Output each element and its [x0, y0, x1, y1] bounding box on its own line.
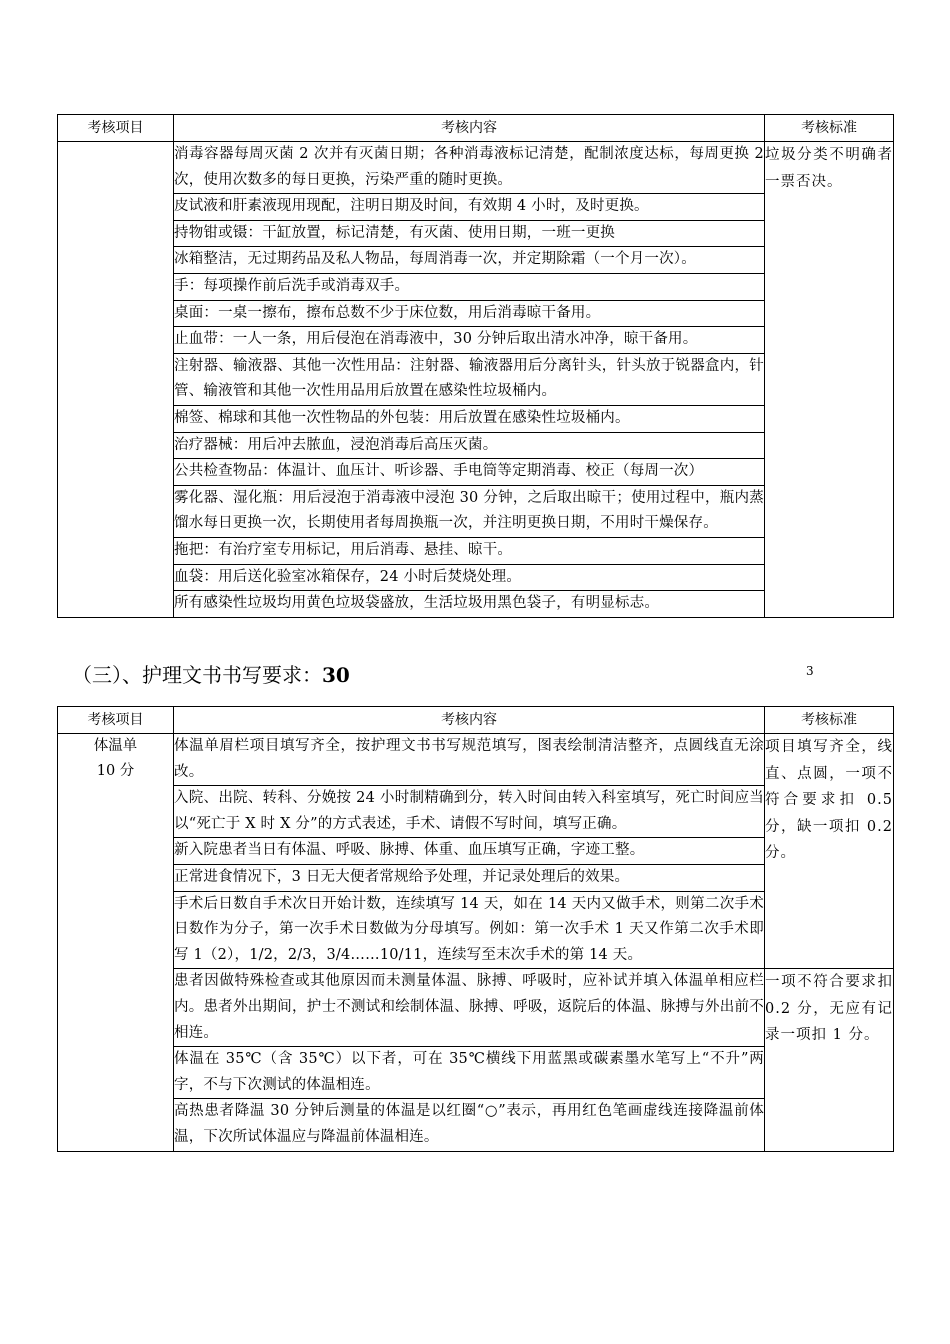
page-number: 3	[806, 664, 814, 678]
content-cell: 入院、出院、转科、分娩按 24 小时制精确到分，转入时间由转入科室填写，死亡时间应当以“死亡于 X 时 X 分”的方式表述，手术、请假不写时间，填写正确。	[174, 786, 765, 838]
table-row	[58, 734, 894, 786]
section-heading	[72, 660, 350, 690]
table-header-row	[58, 115, 894, 142]
content-cell: 雾化器、湿化瓶：用后浸泡于消毒液中浸泡 30 分钟，之后取出晾干；使用过程中，瓶内蒸馏水每日更换一次，长期使用者每周换瓶一次，并注明更换日期，不用时干燥保存。	[174, 485, 765, 537]
standard-cell: 项目填写齐全，线直、点圆，一项不符合要求扣 0.5 分，缺一项扣 0.2 分。	[765, 734, 894, 969]
section-score: 30	[322, 663, 350, 687]
content-cell: 注射器、输液器、其他一次性用品：注射器、输液器用后分离针头，针头放于锐器盒内，针管、输液管和其他一次性用品用后放置在感染性垃圾桶内。	[174, 353, 765, 405]
header-content: 考核内容	[174, 707, 765, 734]
content-cell: 治疗器械：用后冲去脓血，浸泡消毒后高压灭菌。	[174, 432, 765, 459]
header-content: 考核内容	[174, 115, 765, 142]
table-row	[58, 969, 894, 1047]
header-standard: 考核标准	[765, 115, 894, 142]
content-cell: 新入院患者当日有体温、呼吸、脉搏、体重、血压填写正确，字迹工整。	[174, 838, 765, 865]
standard-cell: 垃圾分类不明确者一票否决。	[765, 142, 894, 618]
content-cell: 皮试液和肝素液现用现配，注明日期及时间，有效期 4 小时，及时更换。	[174, 194, 765, 221]
content-cell: 所有感染性垃圾均用黄色垃圾袋盛放，生活垃圾用黑色袋子，有明显标志。	[174, 591, 765, 618]
content-cell: 棉签、棉球和其他一次性物品的外包装：用后放置在感染性垃圾桶内。	[174, 405, 765, 432]
content-cell: 桌面：一桌一擦布，擦布总数不少于床位数，用后消毒晾干备用。	[174, 300, 765, 327]
disinfection-table	[57, 114, 894, 618]
content-cell: 正常进食情况下，3 日无大便者常规给予处理，并记录处理后的效果。	[174, 864, 765, 891]
header-standard: 考核标准	[765, 707, 894, 734]
content-cell: 体温单眉栏项目填写齐全，按护理文书书写规范填写，图表绘制清洁整齐，点圆线直无涂改。	[174, 734, 765, 786]
table-header-row	[58, 707, 894, 734]
content-cell: 持物钳或镊：干缸放置，标记清楚，有灭菌、使用日期，一班一更换	[174, 220, 765, 247]
item-name: 体温单	[93, 738, 138, 754]
item-cell	[58, 142, 174, 618]
content-cell: 体温在 35℃（含 35℃）以下者，可在 35℃横线下用蓝黑或碳素墨水笔写上“不升”两字，不与下次测试的体温相连。	[174, 1047, 765, 1099]
content-cell: 患者因做特殊检查或其他原因而未测量体温、脉搏、呼吸时，应补试并填入体温单相应栏内。患者外出期间，护士不测试和绘制体温、脉搏、呼吸，返院后的体温、脉搏与外出前不相连。	[174, 969, 765, 1047]
table-row	[58, 142, 894, 194]
content-cell: 手：每项操作前后洗手或消毒双手。	[174, 273, 765, 300]
header-item: 考核项目	[58, 707, 174, 734]
content-cell: 拖把：有治疗室专用标记，用后消毒、悬挂、晾干。	[174, 537, 765, 564]
standard-cell: 一项不符合要求扣 0.2 分，无应有记录一项扣 1 分。	[765, 969, 894, 1151]
nursing-records-table	[57, 706, 894, 1152]
item-cell	[58, 734, 174, 1152]
item-score: 10 分	[96, 763, 135, 779]
content-cell: 血袋：用后送化验室冰箱保存，24 小时后焚烧处理。	[174, 564, 765, 591]
content-cell: 高热患者降温 30 分钟后测量的体温是以红圈“○”表示，再用红色笔画虚线连接降温前体温，下次所试体温应与降温前体温相连。	[174, 1099, 765, 1151]
content-cell: 手术后日数自手术次日开始计数，连续填写 14 天，如在 14 天内又做手术，则第二次手术日数作为分子，第一次手术日数做为分母填写。例如：第一次手术 1 天又作第二次手术即写 1（2），1/2，2/3，3/4……10/11，连续写至末次手术的第 14 天。	[174, 891, 765, 969]
header-item: 考核项目	[58, 115, 174, 142]
content-cell: 公共检查物品：体温计、血压计、听诊器、手电筒等定期消毒、校正（每周一次）	[174, 459, 765, 486]
content-cell: 消毒容器每周灭菌 2 次并有灭菌日期；各种消毒液标记清楚，配制浓度达标，每周更换 2 次，使用次数多的每日更换，污染严重的随时更换。	[174, 142, 765, 194]
section-title-text: （三）、护理文书书写要求：	[72, 663, 322, 687]
content-cell: 冰箱整洁，无过期药品及私人物品，每周消毒一次，并定期除霜（一个月一次）。	[174, 247, 765, 274]
content-cell: 止血带：一人一条，用后侵泡在消毒液中，30 分钟后取出清水冲净，晾干备用。	[174, 327, 765, 354]
